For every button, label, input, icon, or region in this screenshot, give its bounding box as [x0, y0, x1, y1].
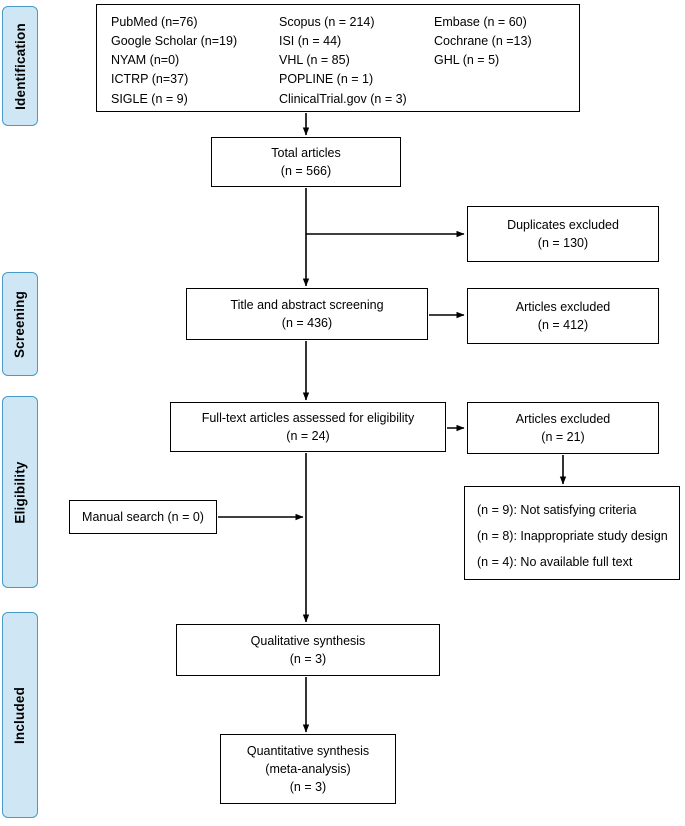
stage-label-screening	[2, 272, 38, 376]
stage-label-identification-text: Identification	[12, 22, 28, 110]
node-articles-excluded-eligibility-line-2: (n = 21)	[541, 430, 585, 444]
source-vhl: VHL (n = 85)	[279, 53, 350, 68]
node-total-articles-line-2: (n = 566)	[280, 164, 332, 178]
node-total-articles-line-1: Total articles	[271, 145, 341, 160]
source-embase: Embase (n = 60)	[434, 15, 527, 29]
node-quantitative-synthesis-line-3: (n = 3)	[289, 780, 327, 795]
node-manual-search	[69, 500, 217, 534]
stage-label-included-text: Included	[12, 686, 28, 744]
node-full-text-assessed-line-2: (n = 24)	[286, 429, 330, 443]
source-clinicaltrial-gov: ClinicalTrial.gov (n = 3)	[279, 91, 407, 106]
node-articles-excluded-screening-line-1: Articles excluded	[515, 299, 611, 314]
source-cochrane: Cochrane (n =13)	[434, 34, 532, 49]
node-qualitative-synthesis	[176, 624, 440, 676]
source-scopus: Scopus (n = 214)	[279, 15, 375, 29]
source-google-scholar: Google Scholar (n=19)	[111, 34, 238, 49]
stage-label-eligibility-text: Eligibility	[12, 460, 28, 524]
node-full-text-assessed-line-1: Full-text articles assessed for eligibility	[201, 410, 415, 425]
node-full-text-assessed	[170, 402, 446, 452]
node-title-abstract-screening	[186, 288, 428, 340]
source-pubmed: PubMed (n=76)	[111, 15, 198, 29]
sources-column-1	[111, 13, 279, 109]
node-quantitative-synthesis	[220, 734, 396, 804]
sources-column-3	[434, 13, 564, 109]
source-sigle: SIGLE (n = 9)	[111, 91, 188, 106]
node-articles-excluded-eligibility	[467, 402, 659, 454]
node-duplicates-excluded-line-1: Duplicates excluded	[507, 217, 619, 232]
node-articles-excluded-eligibility-line-1: Articles excluded	[515, 411, 611, 426]
databases-searched-box	[96, 4, 580, 112]
node-qualitative-synthesis-line-2: (n = 3)	[289, 652, 327, 666]
exclusion-reason-1: (n = 9): Not satisfying criteria	[477, 503, 637, 517]
stage-label-included	[2, 612, 38, 818]
node-total-articles	[211, 137, 401, 187]
node-articles-excluded-screening-line-2: (n = 412)	[537, 318, 589, 332]
sources-column-2	[279, 13, 434, 109]
node-qualitative-synthesis-line-1: Qualitative synthesis	[250, 633, 366, 648]
node-quantitative-synthesis-line-1: Quantitative synthesis	[246, 743, 370, 758]
node-title-abstract-screening-line-1: Title and abstract screening	[230, 297, 384, 312]
node-duplicates-excluded-line-2: (n = 130)	[537, 236, 589, 250]
node-articles-excluded-screening	[467, 288, 659, 344]
source-isi: ISI (n = 44)	[279, 34, 342, 49]
source-ghl: GHL (n = 5)	[434, 53, 500, 68]
source-nyam: NYAM (n=0)	[111, 53, 180, 68]
stage-label-eligibility	[2, 396, 38, 588]
source-ictrp: ICTRP (n=37)	[111, 72, 189, 87]
node-duplicates-excluded	[467, 206, 659, 262]
source-popline: POPLINE (n = 1)	[279, 72, 374, 87]
node-manual-search-line-1: Manual search (n = 0)	[82, 509, 204, 524]
exclusion-reason-3: (n = 4): No available full text	[477, 555, 633, 569]
stage-label-identification	[2, 6, 38, 126]
node-exclusion-reasons	[464, 486, 680, 580]
exclusion-reason-2: (n = 8): Inappropriate study design	[477, 529, 668, 543]
stage-label-screening-text: Screening	[12, 290, 28, 358]
node-title-abstract-screening-line-2: (n = 436)	[281, 316, 333, 330]
node-quantitative-synthesis-line-2: (meta-analysis)	[265, 761, 351, 776]
